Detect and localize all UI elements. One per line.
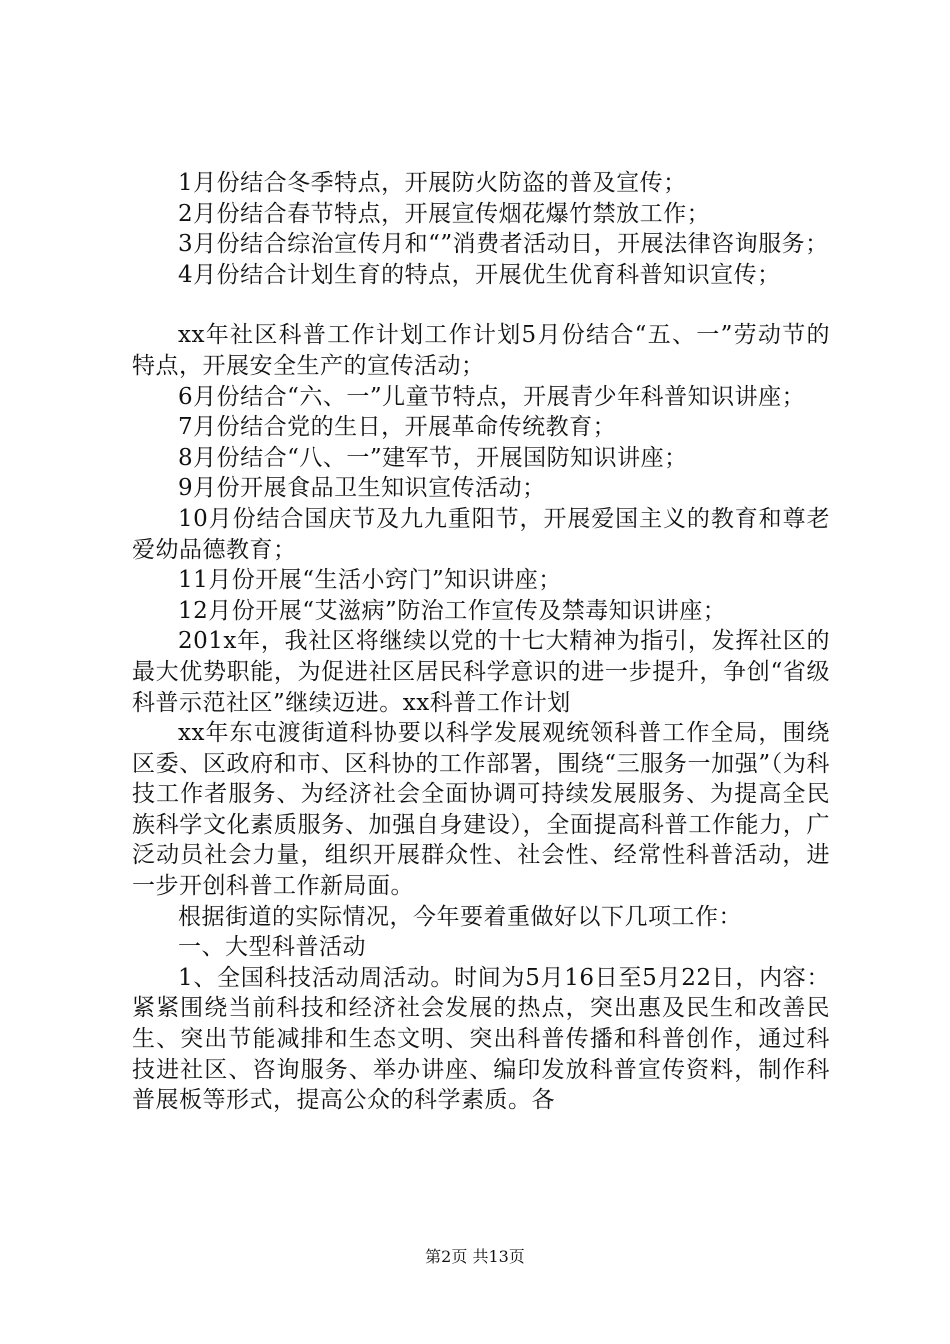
paragraph-april: 4月份结合计划生育的特点，开展优生优育科普知识宣传； [178,261,781,288]
paragraph-december: 12月份开展“艾滋病”防治工作宣传及禁毒知识讲座； [178,597,727,624]
paragraph-street-plan: xx年东屯渡街道科协要以科学发展观统领科普工作全局，围绕区委、区政府和市、区科协的工作部署，围绕“三服务一加强”（为科技工作者服务、为经济社会全面协调可持续发展服务、为提高全民族科学文化素质服务、加强自身建设），全面提高科普工作能力，广泛动员社会力量，组织开展群众性、社会性、经常性科普活动，进一步开创科普工作新局面。 [132,720,830,900]
paragraph-november: 11月份开展“生活小窍门”知识讲座； [178,567,562,594]
paragraph-september: 9月份开展食品卫生知识宣传活动； [178,475,546,502]
paragraph-august: 8月份结合“八、一”建军节，开展国防知识讲座； [178,444,688,471]
paragraph-annual-summary: 201x年，我社区将继续以党的十七大精神为指引，发挥社区的最大优势职能，为促进社区居民科学意识的进一步提升，争创“省级科普示范社区”继续迈进。xx科普工作计划 [132,628,830,716]
paragraph-march: 3月份结合综治宣传月和“”消费者活动日，开展法律咨询服务； [178,231,829,258]
section-heading-large-activities: 一、大型科普活动 [178,934,366,961]
paragraph-february: 2月份结合春节特点，开展宣传烟花爆竹禁放工作； [178,200,711,227]
paragraph-tech-week: 1、全国科技活动周活动。时间为5月16日至5月22日，内容：紧紧围绕当前科技和经济社会发展的热点，突出惠及民生和改善民生、突出节能减排和生态文明、突出科普传播和科普创作，通过科技进社区、咨询服务、举办讲座、编印发放科普宣传资料，制作科普展板等形式，提高公众的科学素质。各 [132,964,830,1114]
page-number-footer: 第2页 共13页 [425,1247,525,1266]
paragraph-january: 1月份结合冬季特点，开展防火防盗的普及宣传； [178,170,687,196]
document-body [132,168,830,1116]
paragraph-july: 7月份结合党的生日，开展革命传统教育； [178,414,617,441]
paragraph-may: xx年社区科普工作计划工作计划5月份结合“五、一”劳动节的特点，开展安全生产的宣传活动； [132,322,830,379]
paragraph-work-intro: 根据街道的实际情况，今年要着重做好以下几项工作： [178,903,742,930]
paragraph-october: 10月份结合国庆节及九九重阳节，开展爱国主义的教育和尊老爱幼品德教育； [132,505,830,563]
paragraph-june: 6月份结合“六、一”儿童节特点，开展青少年科普知识讲座； [178,383,806,410]
